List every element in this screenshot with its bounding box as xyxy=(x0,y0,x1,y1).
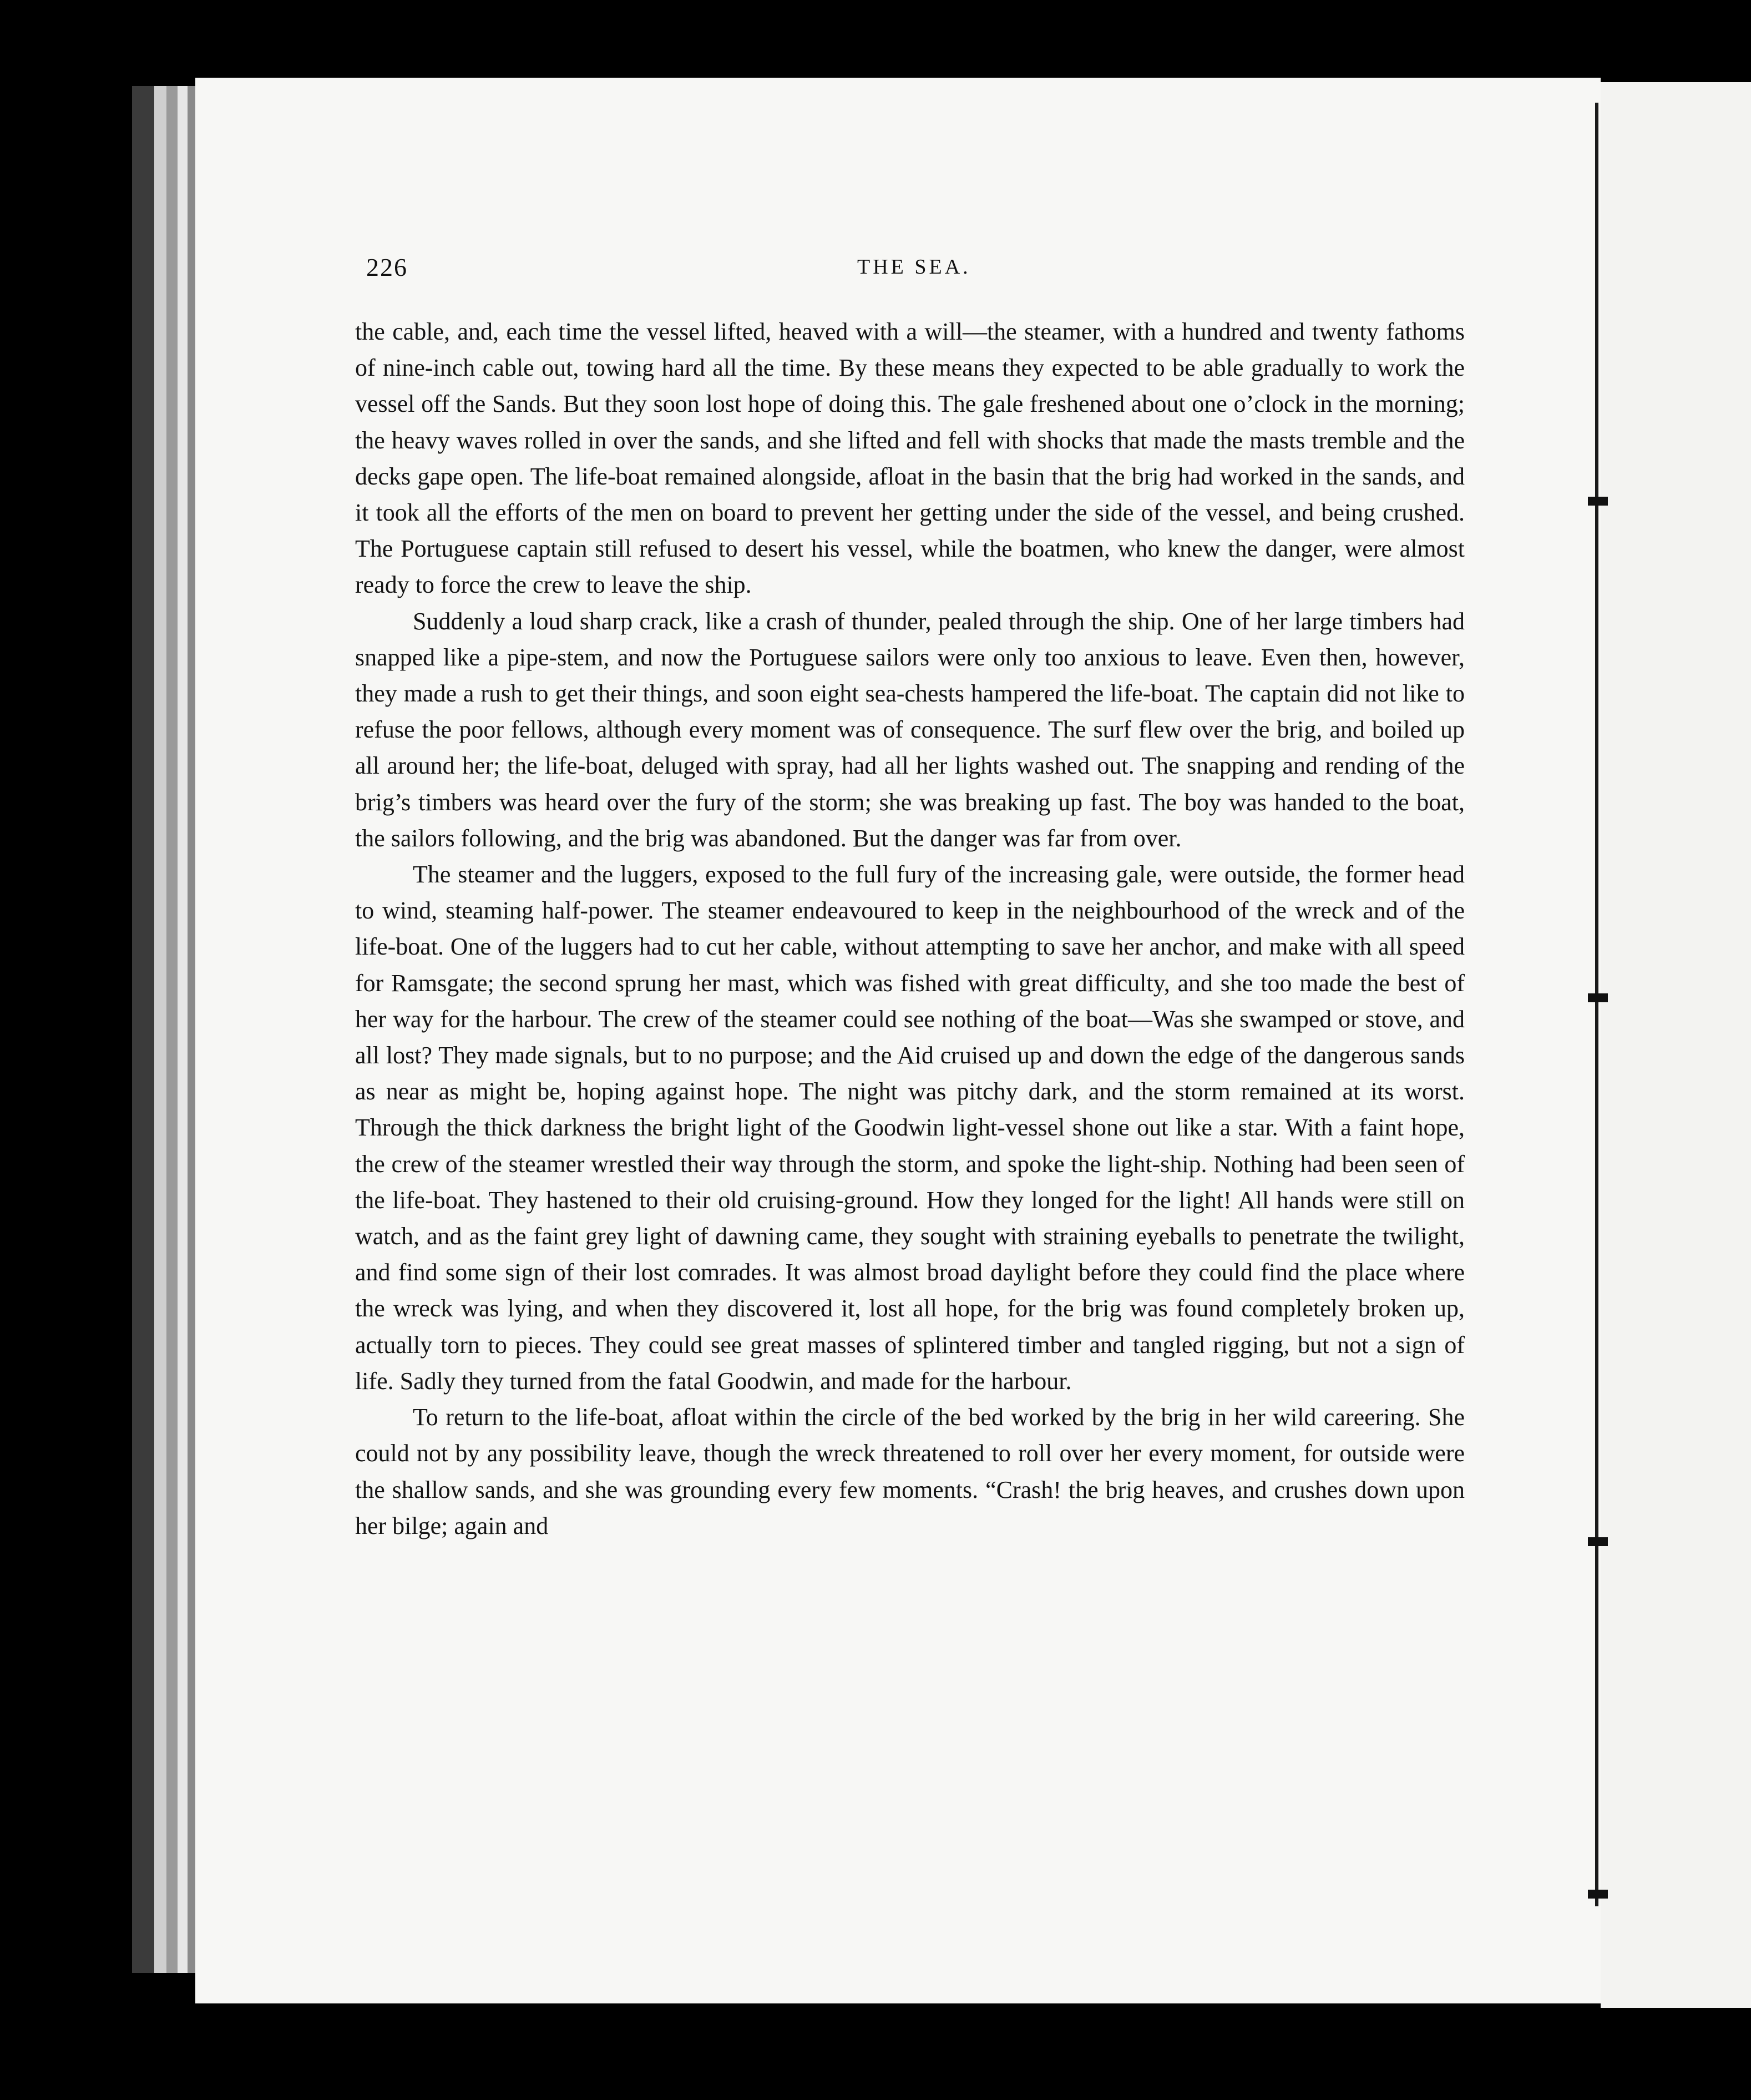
paragraph: To return to the life-boat, afloat within the circle of the bed worked by the brig in her wild careering. She could not by any possibility leave, though the wreck threatened to roll over her every moment, for outside were the shallow sands, and she was grounding every few moments. “Crash! the brig heaves, and crushes down upon her bilge; again and xyxy=(355,1404,1465,1539)
paragraph: The steamer and the luggers, exposed to the full fury of the increasing gale, were outside, the former head to wind, steaming half-power. The steamer endeavoured to keep in the neighbourhood of the wreck and of the life-boat. One of the luggers had to cut her cable, without attempting to save her anchor, and make with all speed for Ramsgate; the second sprung her mast, which was fished with great difficulty, and she too made the best of her way for the harbour. The crew of the steamer could see nothing of the boat—Was she swamped or stove, and all lost? They made signals, but to no purpose; and the Aid cruised up and down the edge of the dangerous sands as near as might be, hoping against hope. The night was pitchy dark, and the storm remained at its worst. Through the thick darkness the bright light of the Goodwin light-vessel shone out like a star. With a faint hope, the crew of the steamer wrestled their way through the storm, and spoke the light-ship. Nothing had been seen of the life-boat. They hastened to their old cruising-ground. How they longed for the light! All hands were still on watch, and as the faint grey light of dawning came, they sought with straining eyeballs to penetrate the twilight, and find some sign of their lost comrades. It was almost broad daylight before they could find the place where the wreck was lying, and when they discovered it, lost all hope, for the brig was found completely broken up, actually torn to pieces. They could see great masses of splintered timber and tangled rigging, but not a sign of life. Sadly they turned from the fatal Goodwin, and made for the harbour. xyxy=(355,861,1465,1395)
book-edge-pale xyxy=(178,86,188,1973)
book-edge-dark xyxy=(132,86,154,1973)
book-edge-shadow xyxy=(188,86,195,1973)
binding-stitch xyxy=(1588,993,1608,1002)
binding-stitch xyxy=(1588,1537,1608,1546)
facing-page xyxy=(1601,82,1751,2008)
binding-stitch xyxy=(1588,1890,1608,1899)
book-edge-light xyxy=(154,86,166,1973)
binding-stitch xyxy=(1588,497,1608,506)
running-title: THE SEA. xyxy=(857,255,971,279)
paragraph: the cable, and, each time the vessel lifted, heaved with a will—the steamer, with a hundred and twenty fathoms of nine-inch cable out, towing hard all the time. By these means they expected to be able gradually to work the vessel off the Sands. But they soon lost hope of doing this. The gale freshened about one o’clock in the morning; the heavy waves rolled in over the sands, and she lifted and fell with shocks that made the masts tremble and the decks gape open. The life-boat remained alongside, afloat in the basin that the brig had worked in the sands, and it took all the efforts of the men on board to prevent her getting under the side of the vessel, and being crushed. The Portuguese captain still refused to desert his vessel, while the boatmen, who knew the danger, were almost ready to force the crew to leave the ship. xyxy=(355,318,1465,599)
page-number: 226 xyxy=(366,253,408,281)
body-text xyxy=(355,314,1465,1544)
paragraph: Suddenly a loud sharp crack, like a crash of thunder, pealed through the ship. One of her large timbers had snapped like a pipe-stem, and now the Portuguese sailors were only too anxious to leave. Even then, however, they made a rush to get their things, and soon eight sea-chests hampered the life-boat. The captain did not like to refuse the poor fellows, although every moment was of consequence. The surf flew over the brig, and boiled up all around her; the life-boat, deluged with spray, had all her lights washed out. The snapping and rending of the brig’s timbers was heard over the fury of the storm; she was breaking up fast. The boy was handed to the boat, the sailors following, and the brig was abandoned. But the danger was far from over. xyxy=(355,607,1465,852)
running-head xyxy=(366,253,1520,286)
binding-thread xyxy=(1595,103,1598,1906)
book-edge-mid xyxy=(166,86,178,1973)
